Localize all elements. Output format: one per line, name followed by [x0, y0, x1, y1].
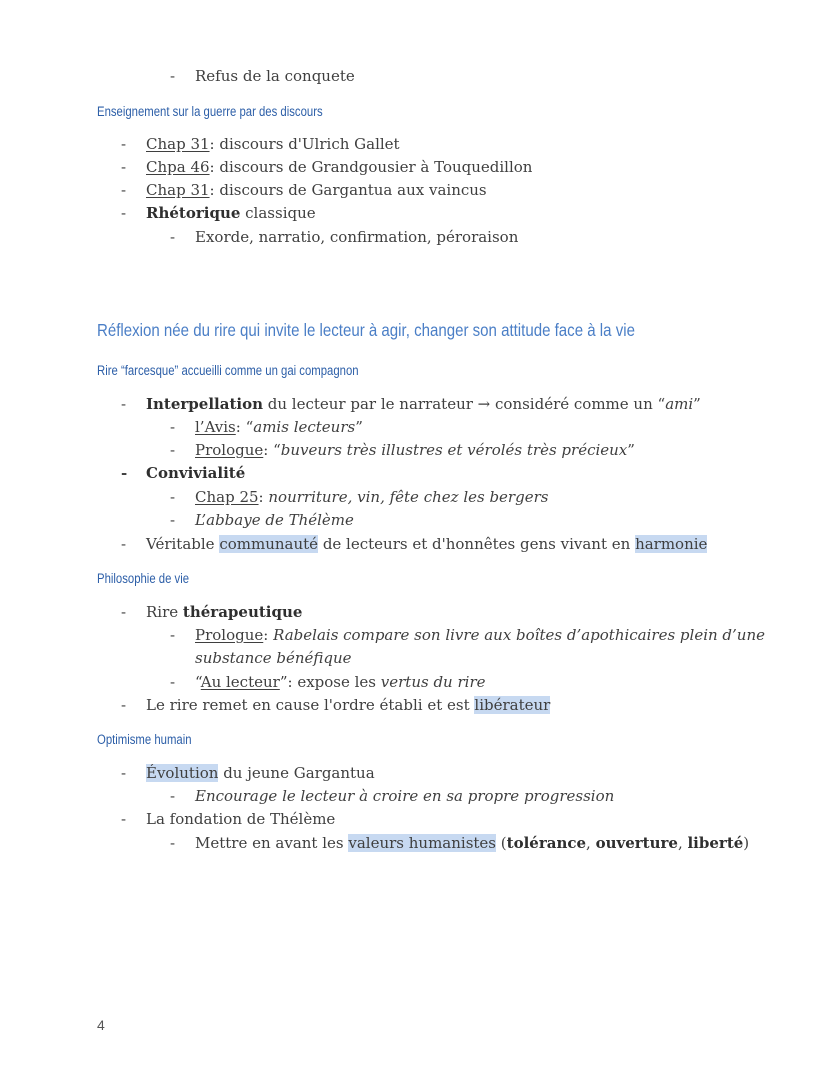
list-item: [195, 832, 749, 854]
list-item: [195, 671, 486, 693]
highlighted-term: libérateur: [474, 696, 551, 714]
highlighted-term: communauté: [219, 535, 319, 553]
section-heading-farcesque: Rire “farcesque” accueilli comme un gai compagnon: [97, 363, 359, 378]
bullet-dash: -: [170, 511, 176, 529]
list-item: [195, 65, 355, 87]
list-item: [146, 462, 245, 484]
chapter-ref: Prologue: [195, 441, 264, 459]
item-text: : discours de Grandgousier à Touquedillon: [209, 158, 533, 176]
bold-term: Rhétorique: [146, 204, 241, 222]
list-item: [146, 808, 335, 830]
list-item: [146, 601, 302, 623]
section-title-rire: Réflexion née du rire qui invite le lecteur à agir, changer son attitude face à la vie: [97, 320, 635, 340]
list-item: [146, 202, 316, 224]
list-item: [195, 785, 614, 807]
italic-text: L’abbaye de Thélème: [195, 511, 354, 529]
list-item: [146, 133, 400, 155]
bold-term: thérapeutique: [182, 603, 303, 621]
item-text: “: [195, 673, 201, 691]
item-text: : “: [235, 418, 254, 436]
bullet-dash: -: [170, 228, 176, 246]
list-item: [146, 762, 375, 784]
chapter-ref: Au lecteur: [200, 673, 280, 691]
list-item: [195, 624, 765, 646]
item-text: Mettre en avant les: [195, 834, 349, 852]
list-item: [146, 533, 707, 555]
italic-text: Rabelais compare son livre aux boîtes d’apothicaires plein d’une: [273, 626, 766, 644]
item-text: du jeune Gargantua: [218, 764, 375, 782]
item-text: du lecteur par le narrateur → considéré comme un “: [262, 395, 666, 413]
bullet-dash: -: [121, 158, 127, 176]
list-item: [146, 694, 550, 716]
list-item-continuation: [195, 647, 352, 669]
list-item: [195, 226, 518, 248]
bullet-dash: -: [121, 135, 127, 153]
bullet-dash: -: [121, 535, 127, 553]
item-text: Refus de la conquete: [195, 67, 355, 85]
chapter-ref: Chap 31: [146, 135, 210, 153]
item-text: (: [496, 834, 507, 852]
bullet-dash: -: [121, 603, 127, 621]
italic-quote: amis lecteurs: [253, 418, 356, 436]
section-heading-optimisme: Optimisme humain: [97, 732, 192, 747]
bullet-dash: -: [121, 181, 127, 199]
italic-quote: buveurs très illustres et vérolés très précieux: [280, 441, 628, 459]
item-text: :: [258, 488, 269, 506]
bullet-dash: -: [121, 696, 127, 714]
item-text: ”: [355, 418, 363, 436]
section-heading-guerre: Enseignement sur la guerre par des discours: [97, 104, 323, 119]
italic-text: nourriture, vin, fête chez les bergers: [268, 488, 549, 506]
bullet-dash: -: [170, 418, 176, 436]
chapter-ref: Prologue: [195, 626, 264, 644]
list-item: [146, 179, 487, 201]
italic-term: ami: [665, 395, 694, 413]
list-item: [195, 509, 354, 531]
list-item: [146, 156, 532, 178]
item-text: Véritable: [146, 535, 220, 553]
highlighted-term: Évolution: [146, 764, 219, 782]
item-text: : “: [263, 441, 281, 459]
bullet-dash: -: [121, 464, 128, 482]
list-item: [195, 486, 548, 508]
bullet-dash: -: [170, 834, 176, 852]
italic-text: substance bénéfique: [195, 649, 352, 667]
item-text: La fondation de Thélème: [146, 810, 336, 828]
chapter-ref: Chap 31: [146, 181, 210, 199]
bullet-dash: -: [170, 673, 176, 691]
bold-term: ouverture: [595, 834, 678, 852]
item-text: ”: expose les: [279, 673, 381, 691]
bullet-dash: -: [170, 67, 176, 85]
highlighted-term: valeurs humanistes: [348, 834, 497, 852]
italic-text: Encourage le lecteur à croire en sa propre progression: [195, 787, 615, 805]
bullet-dash: -: [121, 764, 127, 782]
bullet-dash: -: [121, 204, 127, 222]
item-text: Rire: [146, 603, 183, 621]
bold-term: tolérance: [506, 834, 587, 852]
item-text: Le rire remet en cause l'ordre établi et est: [146, 696, 475, 714]
list-item: [195, 416, 363, 438]
bullet-dash: -: [170, 441, 176, 459]
list-item: [146, 393, 701, 415]
bullet-dash: -: [170, 488, 176, 506]
italic-text: vertus du rire: [380, 673, 486, 691]
item-text: ): [743, 834, 750, 852]
item-text: :: [263, 626, 274, 644]
bullet-dash: -: [170, 626, 176, 644]
item-text: ,: [677, 834, 688, 852]
item-text: ,: [586, 834, 596, 852]
item-text: : discours de Gargantua aux vaincus: [209, 181, 487, 199]
item-text: classique: [240, 204, 316, 222]
bullet-dash: -: [121, 395, 127, 413]
item-text: de lecteurs et d'honnêtes gens vivant en: [318, 535, 636, 553]
page-number: 4: [97, 1017, 105, 1033]
highlighted-term: harmonie: [635, 535, 708, 553]
bullet-dash: -: [170, 787, 176, 805]
chapter-ref: Chap 25: [195, 488, 259, 506]
chapter-ref: l’Avis: [195, 418, 236, 436]
bold-term: liberté: [687, 834, 744, 852]
item-text: : discours d'Ulrich Gallet: [209, 135, 400, 153]
chapter-ref: Chpa 46: [146, 158, 210, 176]
section-heading-philosophie: Philosophie de vie: [97, 571, 190, 586]
item-text: ”: [627, 441, 635, 459]
bold-term: Interpellation: [146, 395, 263, 413]
item-text: ”: [693, 395, 701, 413]
bullet-dash: -: [121, 810, 127, 828]
bold-term: Convivialité: [146, 464, 246, 482]
list-item: [195, 439, 635, 461]
item-text: Exorde, narratio, confirmation, péroraison: [195, 228, 519, 246]
